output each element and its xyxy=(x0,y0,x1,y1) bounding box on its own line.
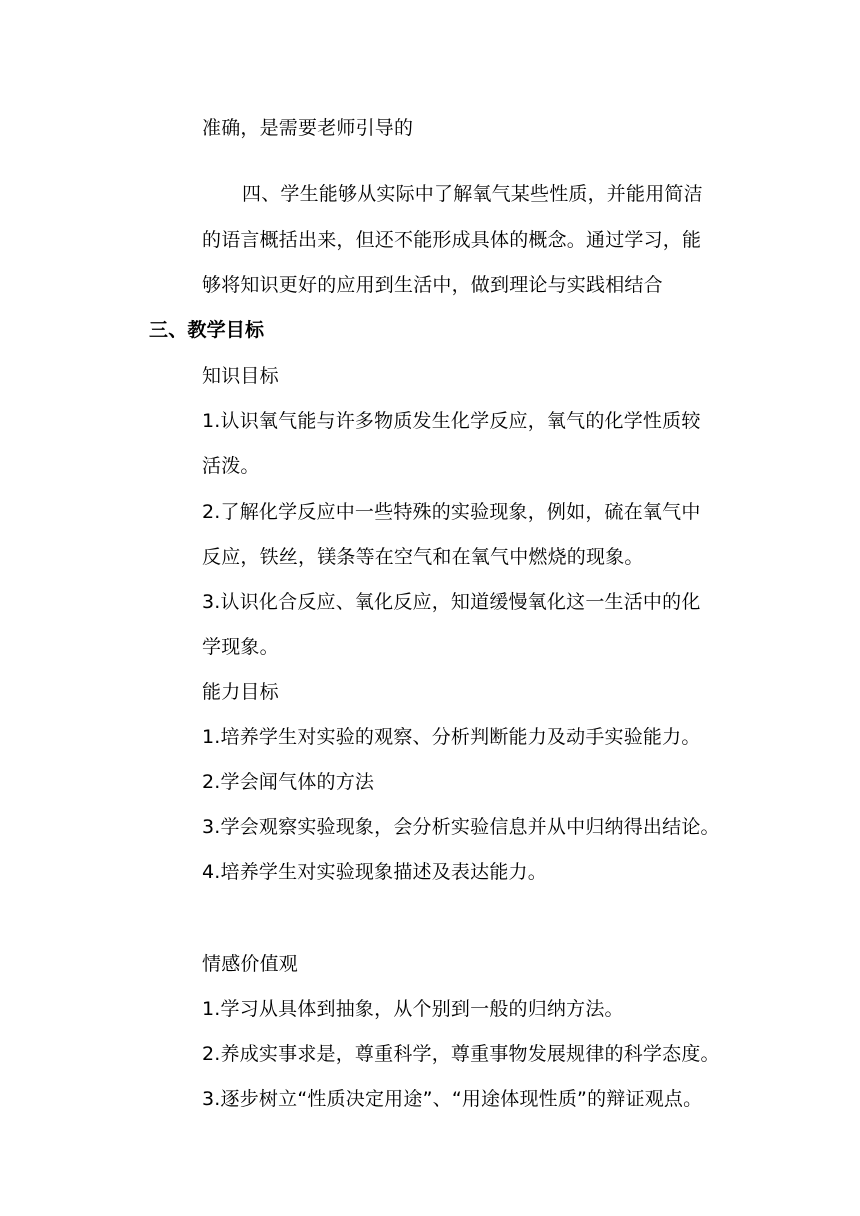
values-goals-title: 情感价值观 xyxy=(202,953,299,975)
knowledge-goal-2-line-1: 2.了解化学反应中一些特殊的实验现象，例如，硫在氧气中 xyxy=(202,501,701,523)
ability-goal-1: 1.培养学生对实验的观察、分析判断能力及动手实验能力。 xyxy=(202,726,701,748)
point-four-line-3: 够将知识更好的应用到生活中，做到理论与实践相结合 xyxy=(202,274,663,296)
knowledge-goal-2-line-2: 反应，铁丝，镁条等在空气和在氧气中燃烧的现象。 xyxy=(202,546,644,568)
point-four-line-2: 的语言概括出来，但还不能形成具体的概念。通过学习，能 xyxy=(202,229,702,251)
knowledge-goal-3-line-1: 3.认识化合反应、氧化反应，知道缓慢氧化这一生活中的化 xyxy=(202,591,701,613)
ability-goals-title: 能力目标 xyxy=(202,681,279,703)
knowledge-goal-1-line-2: 活泼。 xyxy=(202,455,260,477)
values-goal-3: 3.逐步树立“性质决定用途”、“用途体现性质”的辩证观点。 xyxy=(202,1088,703,1110)
knowledge-goal-3-line-2: 学现象。 xyxy=(202,636,279,658)
values-goal-1: 1.学习从具体到抽象，从个别到一般的归纳方法。 xyxy=(202,998,624,1020)
section-three-heading: 三、教学目标 xyxy=(149,319,265,341)
ability-goal-4: 4.培养学生对实验现象描述及表达能力。 xyxy=(202,861,547,883)
continuation-text: 准确，是需要老师引导的 xyxy=(202,117,414,139)
knowledge-goals-title: 知识目标 xyxy=(202,365,279,387)
ability-goal-3: 3.学会观察实验现象，会分析实验信息并从中归纳得出结论。 xyxy=(202,816,720,838)
ability-goal-2: 2.学会闻气体的方法 xyxy=(202,771,375,793)
knowledge-goal-1-line-1: 1.认识氧气能与许多物质发生化学反应，氧气的化学性质较 xyxy=(202,410,701,432)
values-goal-2: 2.养成实事求是，尊重科学，尊重事物发展规律的科学态度。 xyxy=(202,1043,720,1065)
point-four-line-1: 四、学生能够从实际中了解氧气某些性质，并能用简洁 xyxy=(242,183,703,205)
